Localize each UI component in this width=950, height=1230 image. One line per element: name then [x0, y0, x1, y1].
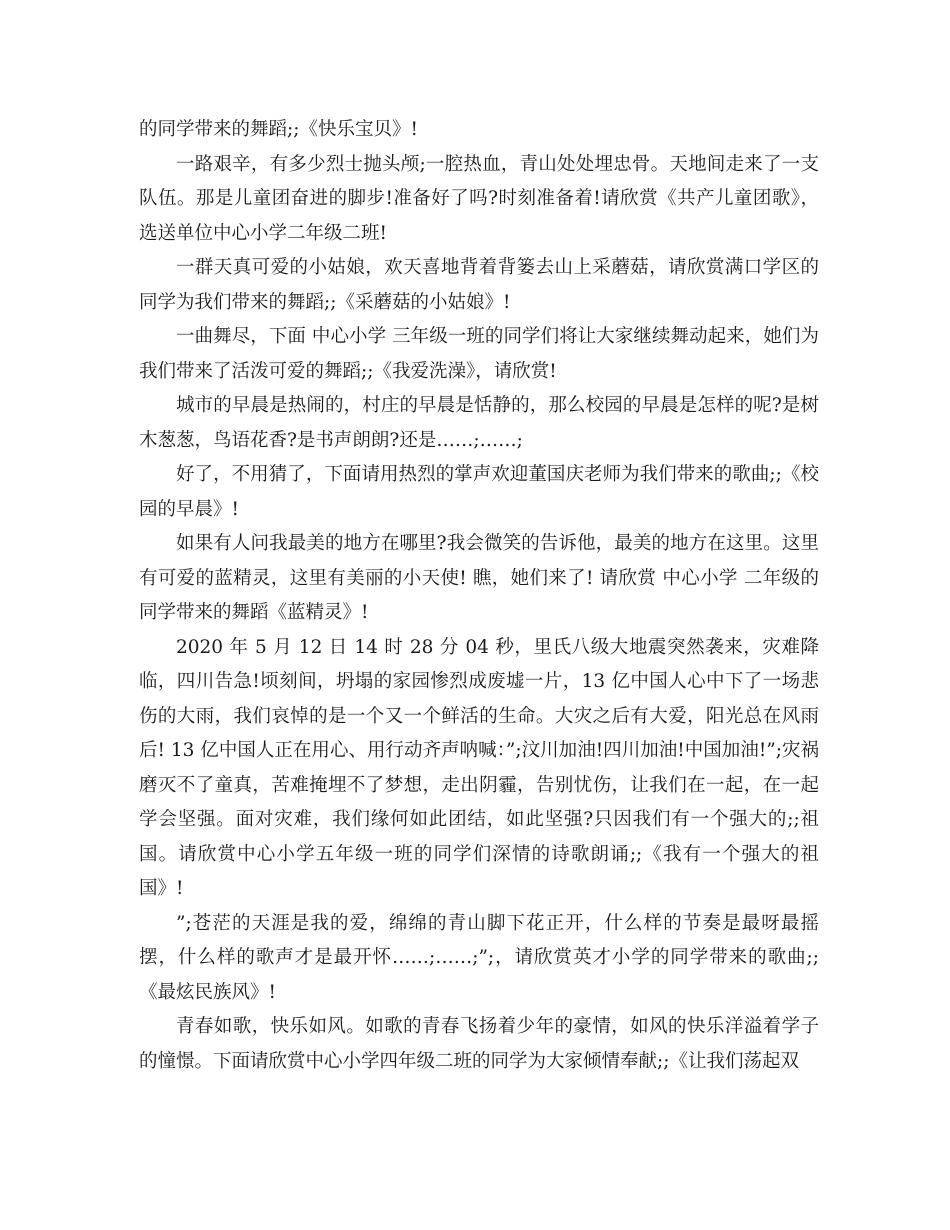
- paragraph: 青春如歌，快乐如风。如歌的青春飞扬着少年的豪情，如风的快乐洋溢着学子的憧憬。下面请欣赏中心小学四年级二班的同学为大家倾情奉献;;《让我们荡起双: [139, 1016, 819, 1072]
- paragraph: 如果有人问我最美的地方在哪里?我会微笑的告诉他，最美的地方在这里。这里有可爱的蓝精灵，这里有美丽的小天使! 瞧，她们来了! 请欣赏 中心小学 二年级的同学带来的舞蹈《蓝精灵》!: [139, 533, 819, 623]
- paragraph: 的同学带来的舞蹈;;《快乐宝贝》!: [139, 119, 418, 140]
- paragraph: 城市的早晨是热闹的，村庄的早晨是恬静的，那么校园的早晨是怎样的呢?是树木葱葱，鸟语花香?是书声朗朗?还是……;……;: [139, 395, 819, 451]
- paragraph: 一曲舞尽，下面 中心小学 三年级一班的同学们将让大家继续舞动起来，她们为我们带来了活泼可爱的舞蹈;;《我爱洗澡》，请欣赏!: [139, 326, 819, 382]
- paragraph: 好了，不用猜了，下面请用热烈的掌声欢迎董国庆老师为我们带来的歌曲;;《校园的早晨》!: [139, 464, 819, 520]
- paragraph: 一群天真可爱的小姑娘，欢天喜地背着背篓去山上采蘑菇，请欣赏满口学区的同学为我们带来的舞蹈;;《采蘑菇的小姑娘》!: [139, 257, 819, 313]
- document-body: [139, 113, 819, 1079]
- paragraph: 2020 年 5 月 12 日 14 时 28 分 04 秒，里氏八级大地震突然袭来，灾难降临，四川告急!顷刻间，坍塌的家园惨烈成废墟一片，13 亿中国人心中下了一场悲伤的大雨，我们哀悼的是一个又一个鲜活的生命。大灾之后有大爱，阳光总在风雨后! 13 亿中国人正在用心、用行动齐声呐喊：”;汶川加油!四川加油!中国加油!”;灾祸磨灭不了童真，苦难掩埋不了梦想，走出阴霾，告别忧伤，让我们在一起，在一起学会坚强。面对灾难，我们缘何如此团结，如此坚强?只因我们有一个强大的;;祖国。请欣赏中心小学五年级一班的同学们深情的诗歌朗诵;;《我有一个强大的祖国》!: [139, 636, 819, 899]
- paragraph: ”;苍茫的天涯是我的爱，绵绵的青山脚下花正开，什么样的节奏是最呀最摇摆，什么样的歌声才是最开怀……;……;”;，请欣赏英才小学的同学带来的歌曲;;《最炫民族风》!: [139, 912, 819, 1003]
- paragraph: 一路艰辛，有多少烈士抛头颅;一腔热血，青山处处埋忠骨。天地间走来了一支队伍。那是儿童团奋进的脚步!准备好了吗?时刻准备着!请欣赏《共产儿童团歌》，选送单位中心小学二年级二班!: [139, 153, 819, 244]
